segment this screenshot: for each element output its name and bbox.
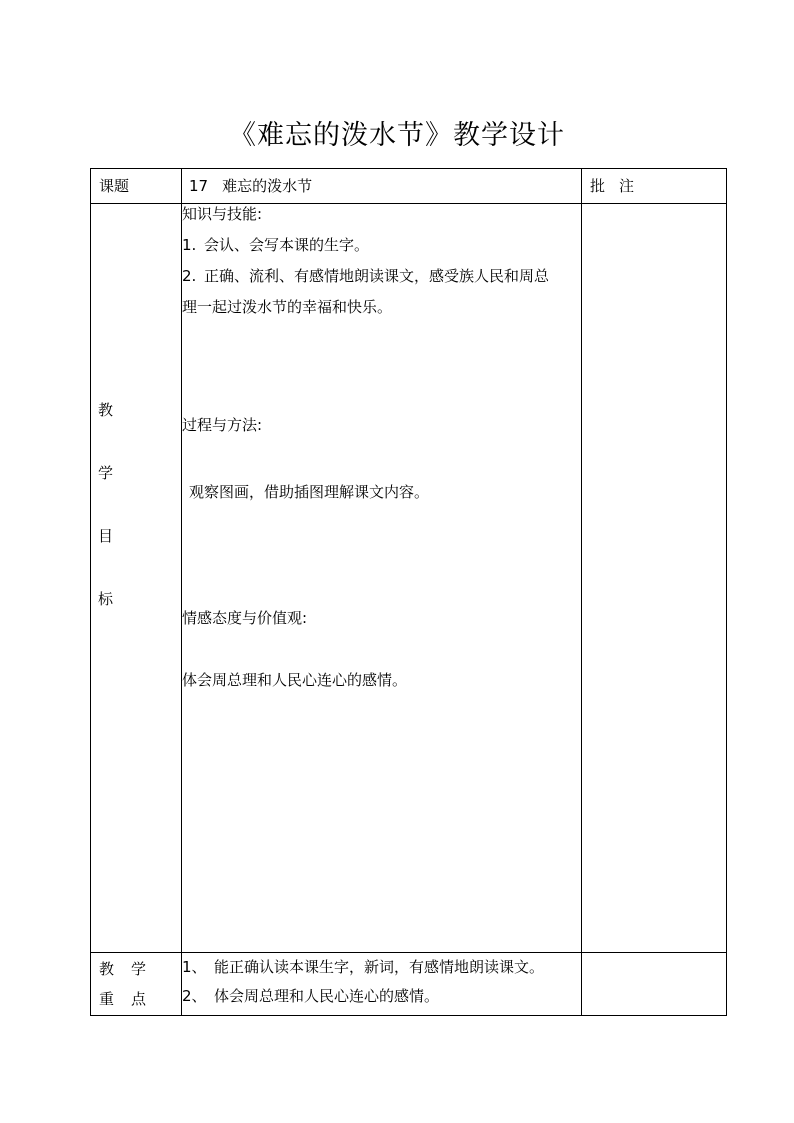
- process-text: 观察图画，借助插图理解课文内容。: [189, 483, 430, 501]
- key-label-a2: 学: [131, 960, 147, 978]
- key-points-label-cell: [91, 953, 182, 1016]
- goals-note-cell: [582, 204, 727, 953]
- table-row-subject: [91, 169, 727, 204]
- goals-label-char-2: 学: [98, 464, 114, 482]
- emotion-text: 体会周总理和人民心连心的感情。: [182, 671, 408, 689]
- goals-label-char-4: 标: [98, 590, 114, 608]
- key-point-2-num: 2、: [182, 987, 207, 1005]
- goals-content-cell: [182, 204, 582, 953]
- knowledge-item-2-num: 2.: [182, 267, 197, 285]
- goals-label-char-3: 目: [98, 527, 114, 545]
- knowledge-item-2: [182, 262, 581, 293]
- key-label-a1: 教: [99, 960, 115, 978]
- goals-label-cell: [91, 204, 182, 953]
- table-row-goals: [91, 204, 727, 953]
- subject-cell: [182, 169, 582, 204]
- key-point-1: [182, 953, 581, 982]
- knowledge-item-1-num: 1.: [182, 236, 197, 254]
- key-point-2-text: 体会周总理和人民心连心的感情。: [214, 987, 440, 1005]
- emotion-heading: 情感态度与价值观:: [182, 609, 308, 627]
- key-point-1-num: 1、: [182, 958, 207, 976]
- subject-label: 课题: [91, 169, 182, 204]
- key-label-b2: 点: [131, 990, 147, 1008]
- key-label-b1: 重: [99, 990, 115, 1008]
- subject-number: 17: [189, 177, 209, 195]
- key-point-2: [182, 982, 581, 1011]
- key-points-content-cell: [182, 953, 582, 1016]
- subject-title: 难忘的泼水节: [222, 177, 313, 195]
- lesson-plan-table: [90, 168, 727, 1016]
- process-heading: 过程与方法:: [182, 416, 263, 434]
- note-header: [582, 169, 727, 204]
- knowledge-item-1-text: 会认、会写本课的生字。: [204, 236, 370, 254]
- goals-label-char-1: 教: [98, 401, 114, 419]
- table-row-key-points: [91, 953, 727, 1016]
- note-label-a: 批: [590, 177, 606, 195]
- knowledge-heading: 知识与技能:: [182, 205, 263, 223]
- document-title: 《难忘的泼水节》教学设计: [229, 120, 565, 152]
- knowledge-item-2-continued: 理一起过泼水节的幸福和快乐。: [182, 298, 393, 316]
- key-points-note-cell: [582, 953, 727, 1016]
- note-label-b: 注: [619, 177, 635, 195]
- key-point-1-text: 能正确认读本课生字，新词，有感情地朗读课文。: [214, 958, 545, 976]
- knowledge-item-1: [182, 231, 581, 262]
- knowledge-item-2-text: 正确、流利、有感情地朗读课文，感受族人民和周总: [204, 267, 550, 285]
